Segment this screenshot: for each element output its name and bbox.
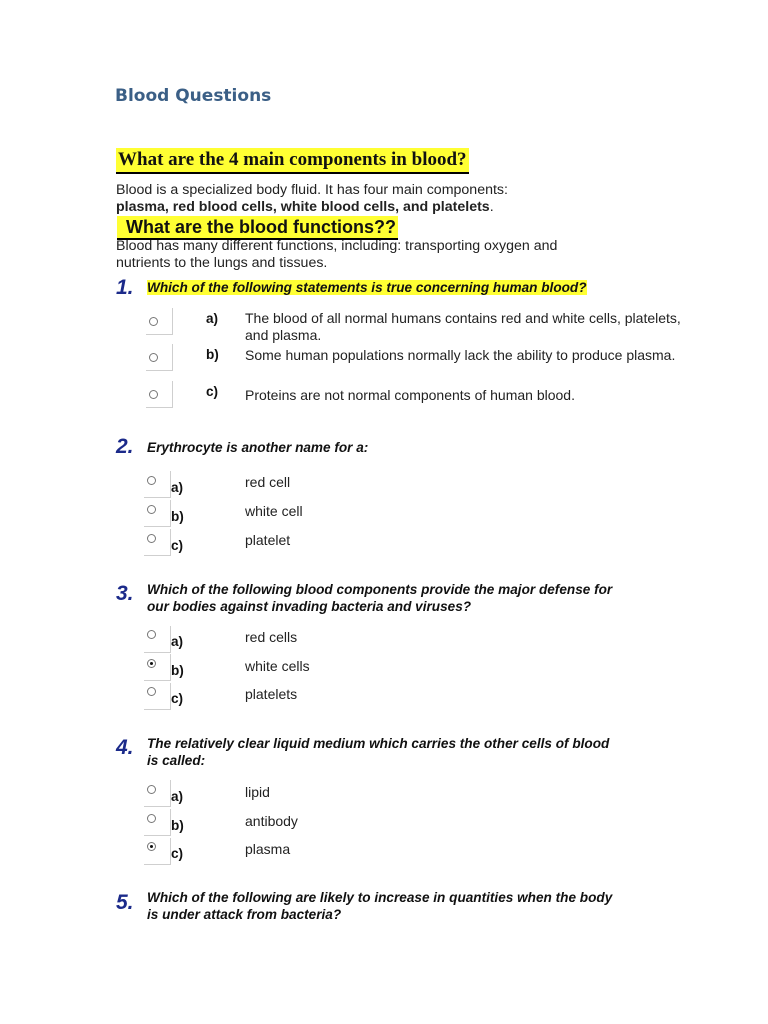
- radio-cell: [144, 780, 171, 807]
- components-intro: Blood is a specialized body fluid. It has four main components:: [116, 182, 508, 198]
- radio-q1-b[interactable]: [149, 353, 158, 362]
- question-number: 4.: [116, 736, 134, 759]
- question-5-line-2: is under attack from bacteria?: [147, 907, 342, 922]
- option-letter: c): [171, 691, 184, 706]
- radio-cell: [144, 471, 171, 498]
- question-number: 2.: [116, 435, 134, 458]
- radio-q1-c[interactable]: [149, 390, 158, 399]
- option-letter: b): [206, 347, 219, 362]
- components-period: .: [489, 199, 494, 215]
- question-4-line-2: is called:: [147, 753, 206, 768]
- radio-q2-c[interactable]: [147, 534, 156, 543]
- option-letter: a): [171, 480, 184, 495]
- option-text: The blood of all normal humans contains red and white cells, platelets, and plasma.: [245, 310, 681, 343]
- section-heading-functions: What are the blood functions??: [117, 216, 398, 240]
- section-heading-components: What are the 4 main components in blood?: [116, 148, 469, 174]
- radio-q2-b[interactable]: [147, 505, 156, 514]
- option-letter: a): [206, 311, 219, 326]
- option-text: platelets: [245, 686, 298, 702]
- radio-q3-c[interactable]: [147, 687, 156, 696]
- question-4-line-1: The relatively clear liquid medium which carries the other cells of blood: [147, 736, 610, 751]
- option-letter: a): [171, 789, 184, 804]
- option-letter: a): [171, 634, 184, 649]
- option-text: plasma: [245, 841, 291, 857]
- components-list: plasma, red blood cells, white blood cells, and platelets: [116, 199, 490, 215]
- question-number: 5.: [116, 891, 134, 914]
- radio-q3-a[interactable]: [147, 630, 156, 639]
- radio-q4-b[interactable]: [147, 814, 156, 823]
- question-text: [147, 279, 687, 296]
- radio-q3-b-selected[interactable]: [147, 659, 156, 668]
- option-text: red cell: [245, 474, 291, 490]
- components-paragraph: [116, 182, 508, 216]
- option-text: Some human populations normally lack the ability to produce plasma.: [245, 347, 676, 363]
- question-number: 3.: [116, 582, 134, 605]
- page-title: Blood Questions: [115, 86, 272, 106]
- option-letter: b): [171, 818, 184, 833]
- radio-q4-a[interactable]: [147, 785, 156, 794]
- option-letter: c): [206, 384, 219, 399]
- option-text: white cells: [245, 658, 310, 674]
- question-3-line-2: our bodies against invading bacteria and viruses?: [147, 599, 472, 614]
- functions-line-2: nutrients to the lungs and tissues.: [116, 255, 328, 271]
- option-text: lipid: [245, 784, 270, 800]
- question-number: 1.: [116, 276, 134, 299]
- option-letter: b): [171, 663, 184, 678]
- radio-cell: [144, 809, 171, 836]
- option-text: platelet: [245, 532, 291, 548]
- question-text: [147, 889, 687, 923]
- question-text: Erythrocyte is another name for a:: [147, 440, 369, 455]
- question-3-line-1: Which of the following blood components provide the major defense for: [147, 582, 613, 597]
- functions-paragraph: [116, 238, 557, 272]
- radio-q1-a[interactable]: [149, 317, 158, 326]
- radio-cell: [144, 500, 171, 527]
- radio-q4-c-selected[interactable]: [147, 842, 156, 851]
- option-text: white cell: [245, 503, 303, 519]
- radio-q2-a[interactable]: [147, 476, 156, 485]
- option-letter: c): [171, 538, 184, 553]
- option-letter: c): [171, 846, 184, 861]
- question-text: [147, 735, 687, 769]
- option-text: antibody: [245, 813, 298, 829]
- option-text: red cells: [245, 629, 298, 645]
- functions-line-1: Blood has many different functions, including: transporting oxygen and: [116, 238, 558, 254]
- option-letter: b): [171, 509, 184, 524]
- question-5-line-1: Which of the following are likely to increase in quantities when the body: [147, 890, 613, 905]
- option-text: Proteins are not normal components of human blood.: [245, 387, 575, 403]
- radio-cell: [144, 529, 171, 556]
- question-1-text: Which of the following statements is true concerning human blood?: [147, 280, 587, 295]
- question-text: [147, 581, 687, 615]
- radio-cell: [144, 654, 171, 681]
